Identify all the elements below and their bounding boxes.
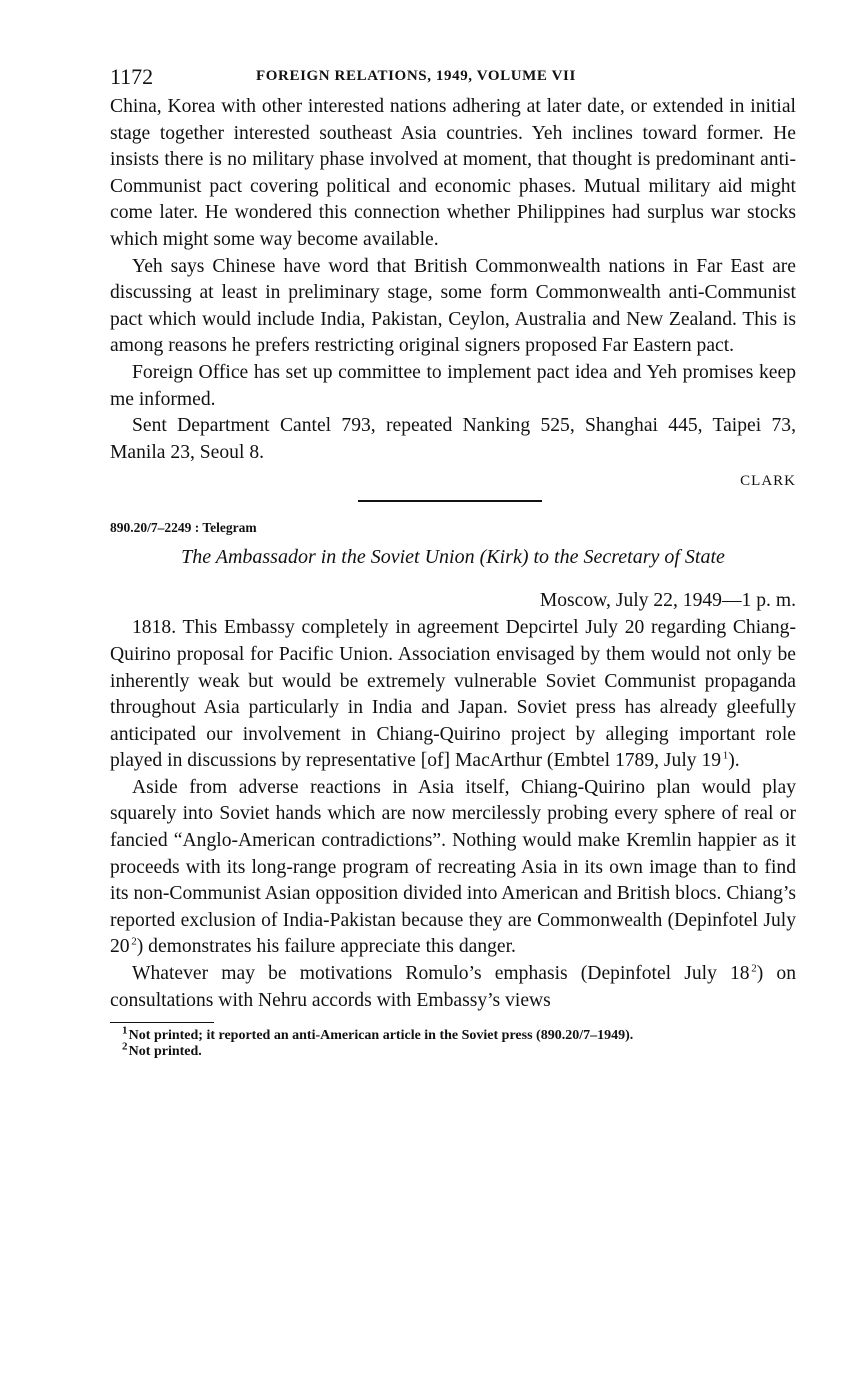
footnote-reference: 2 (131, 935, 137, 948)
dateline: Moscow, July 22, 1949—1 p. m. (539, 590, 796, 612)
paragraph: China, Korea with other interested nations adhering at later date, or extended in initial stage together interested southeast Asia countries. Yeh inclines toward former. He insists there is no military phase involved at moment, that thought is predominant anti-Communist pact covering political and economic phases. Mutual military aid might come later. He wondered this connection whether Philippines had surplus war stocks which might some way become available. (110, 96, 796, 250)
footnote-reference: 1 (722, 749, 729, 762)
paragraph-text: Aside from adverse reactions in Asia itself, Chiang-Quirino plan would play squarely into Soviet hands which are now mercilessly probing every sphere of real or fancied “Anglo-American contradictions”. Nothing would make Kremlin happier as it proceeds with its long-range program of recreating Asia in its own image than to find its non-Communist Asian opposition divided into American and British blocs. Chiang’s reported exclusion of India-Pakistan because they are Commonwealth (Depinfotel July 20 (110, 776, 796, 958)
paragraph (110, 615, 796, 775)
footnote-marker: 2 (122, 1040, 128, 1053)
footnote-divider (110, 1022, 214, 1023)
footnote-text: Not printed; it reported an anti-American article in the Soviet press (890.20/7–1949). (128, 1028, 634, 1044)
paragraph-text: Whatever may be motivations Romulo’s emphasis (Depinfotel July 18 (132, 963, 750, 985)
previous-document-continuation (110, 94, 796, 466)
paragraph-text: ) demonstrates his failure appreciate this danger. (136, 936, 516, 958)
footnote (110, 1024, 796, 1044)
paragraph-text: 1818. This Embassy completely in agreement Depcirtel July 20 regarding Chiang-Quirino proposal for Pacific Union. Association envisaged by them would not only be inherently weak but would be extremely vulnerable Soviet Communist propaganda throughout Asia particularly in India and Japan. Soviet press has already gleefully anticipated our involvement in Chiang-Quirino project by alleging important role played in discussions by representative [of] MacArthur (Embtel 1789, July 19 (110, 617, 796, 772)
telegram-body (110, 615, 796, 1014)
paragraph: Yeh says Chinese have word that British Commonwealth nations in Far East are discussing at least in preliminary stage, some form Commonwealth anti-Communist pact which would include India, Pakistan, Ceylon, Australia and New Zealand. This is among reasons he prefers restricting original signers proposed Far Eastern pact. (110, 255, 796, 357)
paragraph (110, 961, 796, 1014)
paragraph-text: ) on consultations with Nehru accords with Embassy’s views (110, 963, 796, 1011)
footnotes (110, 1024, 796, 1060)
paragraph: Sent Department Cantel 793, repeated Nanking 525, Shanghai 445, Taipei 73, Manila 23, Seoul 8. (110, 415, 796, 463)
file-number: 890.20/7–2249 : Telegram (110, 520, 257, 536)
paragraph (110, 775, 796, 961)
paragraph: Foreign Office has set up committee to implement pact idea and Yeh promises keep me informed. (110, 361, 796, 410)
document-title: The Ambassador in the Soviet Union (Kirk) to the Secretary of State (181, 546, 725, 569)
signature: CLARK (740, 473, 796, 490)
footnote-text: Not printed. (128, 1044, 202, 1060)
running-title: FOREIGN RELATIONS, 1949, VOLUME VII (256, 68, 576, 84)
footnote (110, 1040, 796, 1060)
footnote-marker: 1 (122, 1024, 128, 1037)
page-number: 1172 (110, 64, 154, 89)
footnote-reference: 2 (751, 962, 757, 975)
running-head (110, 58, 796, 94)
section-divider (358, 500, 542, 502)
document-page (110, 58, 796, 1060)
paragraph-text: ). (728, 750, 740, 772)
